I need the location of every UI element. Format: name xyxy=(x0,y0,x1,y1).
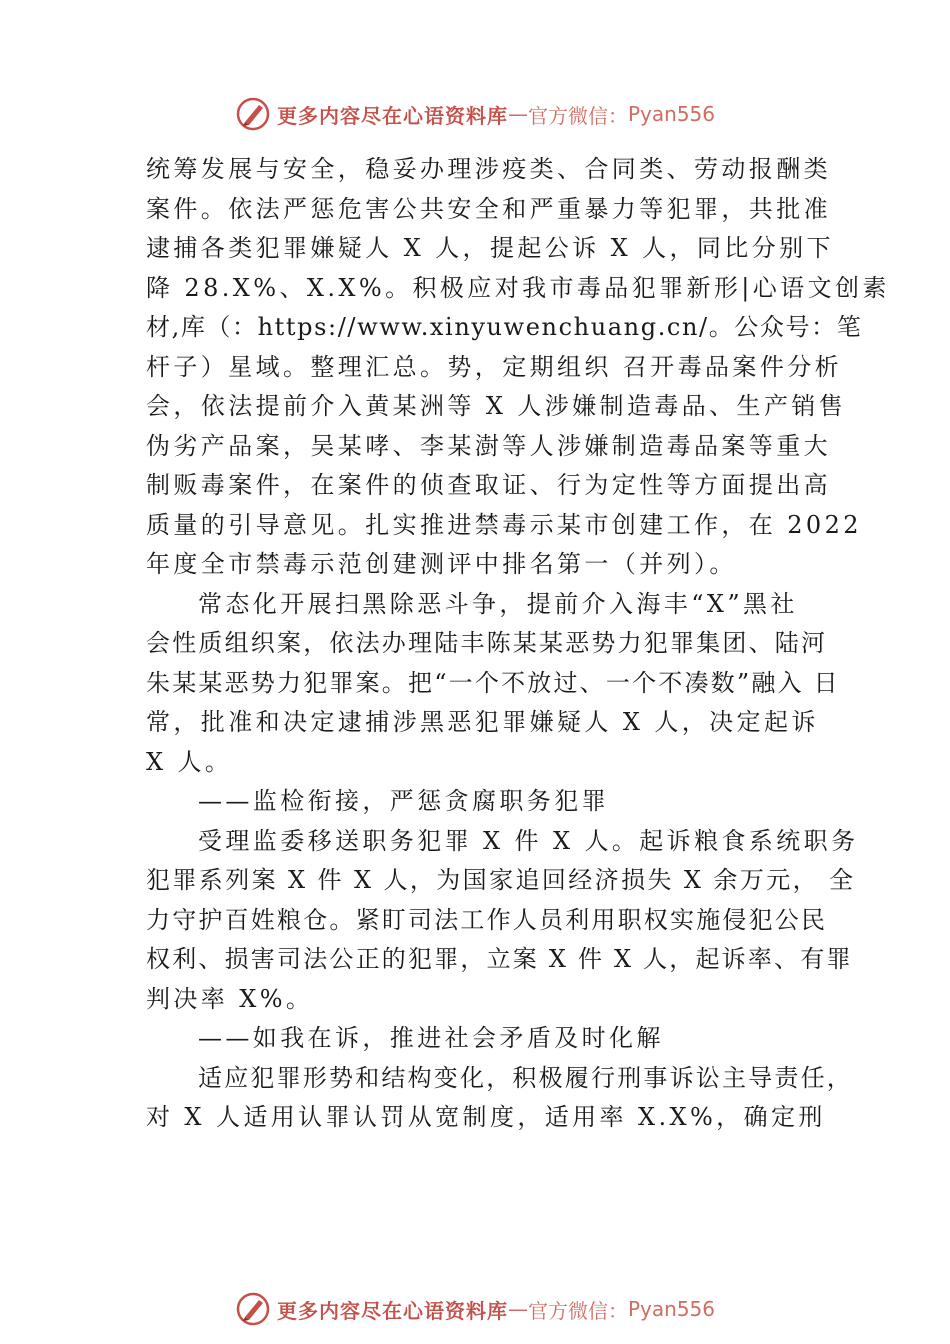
header-banner xyxy=(0,92,950,136)
text-line: 质量的引导意见。扎实推进禁毒示某市创建工作，在 2022 xyxy=(146,510,862,539)
text-line: 对 X 人适用认罪认罚从宽制度，适用率 X.X%，确定刑 xyxy=(146,1103,826,1131)
section-heading: ——如我在诉，推进社会矛盾及时化解 xyxy=(198,1024,664,1052)
text-line: 制贩毒案件，在案件的侦查取证、行为定性等方面提出高 xyxy=(146,471,831,499)
footer-wechat-label: 官方微信： xyxy=(527,1298,628,1323)
text-line: 犯罪系列案 X 件 X 人，为国家追回经济损失 X 余万元， 全 xyxy=(146,866,856,894)
text-line: 年度全市禁毒示范创建测评中排名第一（并列）。 xyxy=(146,550,737,578)
text-line: 权利、损害司法公正的犯罪，立案 X 件 X 人，起诉率、有罪 xyxy=(146,945,853,973)
paragraph-start-line: 受理监委移送职务犯罪 X 件 X 人。起诉粮食系统职务 xyxy=(198,826,859,855)
text-line: 案件。依法严惩危害公共安全和严重暴力等犯罪，共批准 xyxy=(146,194,831,223)
document-body xyxy=(146,150,890,1138)
text-line: 力守护百姓粮仓。紧盯司法工作人员利用职权实施侵犯公民 xyxy=(146,905,828,934)
footer-brand: 更多内容尽在心语资料库 xyxy=(276,1298,508,1323)
text-line: X 人。 xyxy=(146,747,233,776)
text-line: 判决率 X%。 xyxy=(146,984,314,1013)
text-line: 降 28.X%、X.X%。积极应对我市毒品犯罪新形|心语文创素 xyxy=(146,273,890,302)
paragraph-start-line: 常态化开展扫黑除恶斗争，提前介入海丰“X”黑社 xyxy=(198,589,798,618)
paragraph-start-line: 适应犯罪形势和结构变化，积极履行刑事诉讼主导责任， xyxy=(198,1063,853,1092)
pen-logo-icon xyxy=(235,1291,271,1327)
header-wechat-label: 官方微信： xyxy=(527,103,628,128)
footer-separator: — xyxy=(507,1297,528,1321)
text-line: 会性质组织案，依法办理陆丰陈某某恶势力犯罪集团、陆河 xyxy=(146,629,828,657)
pen-logo-icon xyxy=(235,96,271,132)
header-wechat-id: Pyan556 xyxy=(627,102,715,126)
text-line: 统筹发展与安全，稳妥办理涉疫类、合同类、劳动报酬类 xyxy=(146,155,831,183)
footer-wechat-id: Pyan556 xyxy=(627,1297,715,1321)
text-line: 伪劣产品案，吴某哮、李某澍等人涉嫌制造毒品案等重大 xyxy=(146,431,831,460)
text-line: 朱某某恶势力犯罪案。把“一个不放过、一个不凑数”融入 日 xyxy=(146,668,840,697)
text-line: 材,库（：https://www.xinyuwenchuang.cn/。公众号：笔 xyxy=(146,313,863,341)
text-line: 常，批准和决定逮捕涉黑恶犯罪嫌疑人 X 人，决定起诉 xyxy=(146,708,819,736)
text-line: 杆子）星域。整理汇总。势，定期组织 召开毒品案件分析 xyxy=(146,352,843,381)
footer-banner xyxy=(0,1287,950,1331)
section-heading: ——监检衔接，严惩贪腐职务犯罪 xyxy=(198,787,609,815)
header-separator: — xyxy=(507,102,528,126)
text-line: 逮捕各类犯罪嫌疑人 X 人，提起公诉 X 人，同比分别下 xyxy=(146,234,834,262)
text-line: 会，依法提前介入黄某洲等 X 人涉嫌制造毒品、生产销售 xyxy=(146,392,847,420)
header-brand: 更多内容尽在心语资料库 xyxy=(276,103,508,128)
